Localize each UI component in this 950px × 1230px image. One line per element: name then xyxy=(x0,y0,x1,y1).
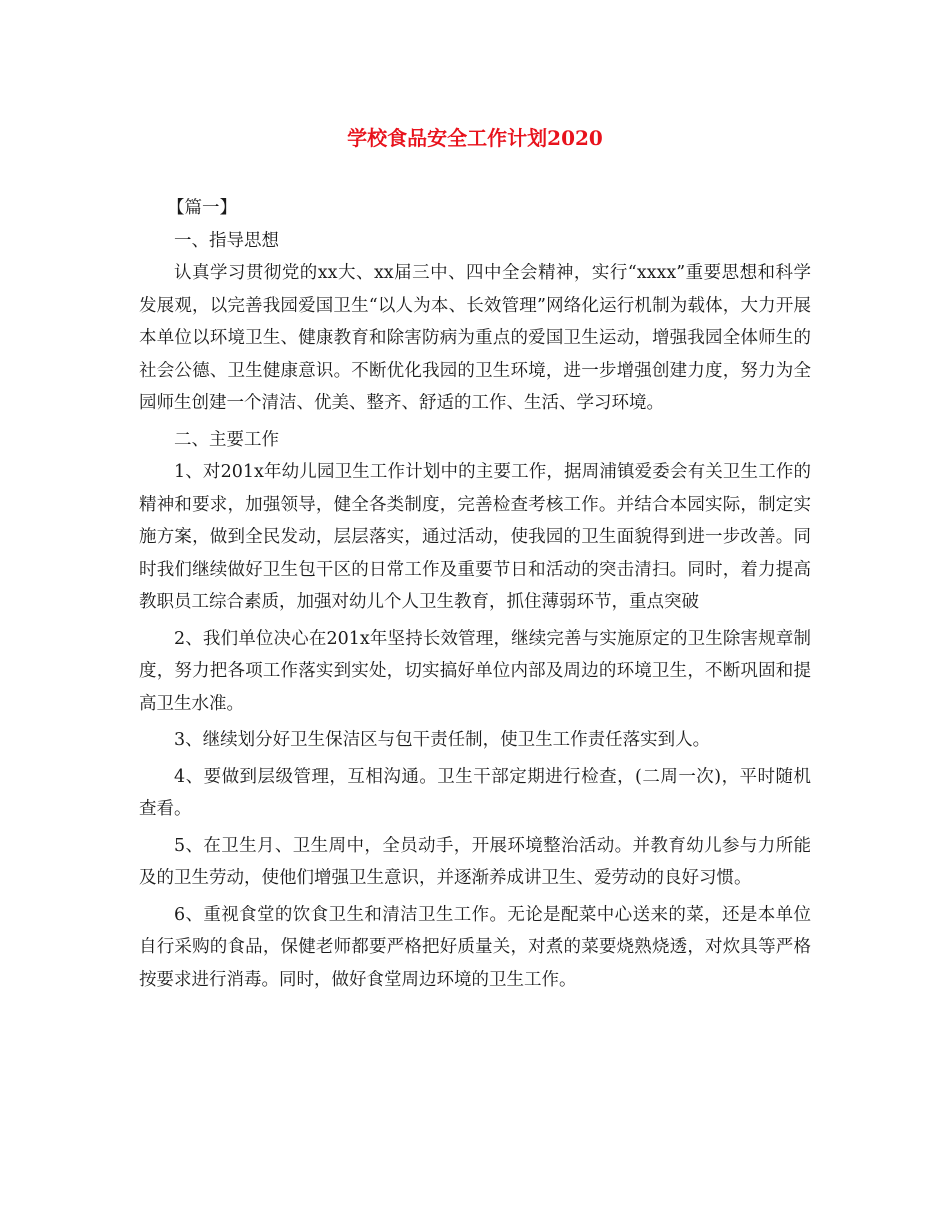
heading-guiding-ideology: 一、指导思想 xyxy=(174,230,279,251)
section-label: 【篇一】 xyxy=(167,198,237,218)
paragraph-item-6: 6、重视食堂的饮食卫生和清洁卫生工作。无论是配菜中心送来的菜，还是本单位自行采购的食品，保健老师都要严格把好质量关，对煮的菜要烧熟烧透，对炊具等严格按要求进行消毒。同时，做好食堂周边环境的卫生工作。 xyxy=(139,904,811,990)
document-body xyxy=(139,192,811,1000)
heading-main-work: 二、主要工作 xyxy=(174,429,279,450)
paragraph-guiding-ideology: 认真学习贯彻党的xx大、xx届三中、四中全会精神，实行“xxxx”重要思想和科学发展观，以完善我园爱国卫生“以人为本、长效管理”网络化运行机制为载体，大力开展本单位以环境卫生、健康教育和除害防病为重点的爱国卫生运动，增强我园全体师生的社会公德、卫生健康意识。不断优化我园的卫生环境，进一步增强创建力度，努力为全园师生创建一个清洁、优美、整齐、舒适的工作、生活、学习环境。 xyxy=(139,263,811,413)
paragraph-item-2: 2、我们单位决心在201x年坚持长效管理，继续完善与实施原定的卫生除害规章制度，努力把各项工作落实到实处，切实搞好单位内部及周边的环境卫生，不断巩固和提高卫生水准。 xyxy=(139,628,811,714)
paragraph-item-5: 5、在卫生月、卫生周中，全员动手，开展环境整治活动。并教育幼儿参与力所能及的卫生劳动，使他们增强卫生意识，并逐渐养成讲卫生、爱劳动的良好习惯。 xyxy=(139,835,811,888)
paragraph-item-3: 3、继续划分好卫生保洁区与包干责任制，使卫生工作责任落实到人。 xyxy=(174,730,711,750)
document-title: 学校食品安全工作计划2020 xyxy=(347,126,603,150)
paragraph-item-4: 4、要做到层级管理，互相沟通。卫生干部定期进行检查，(二周一次)，平时随机查看。 xyxy=(139,766,811,819)
paragraph-item-1: 1、对201x年幼儿园卫生工作计划中的主要工作，据周浦镇爱委会有关卫生工作的精神和要求，加强领导，健全各类制度，完善检查考核工作。并结合本园实际，制定实施方案，做到全民发动，层层落实，通过活动，使我园的卫生面貌得到进一步改善。同时我们继续做好卫生包干区的日常工作及重要节日和活动的突击清扫。同时，着力提高教职员工综合素质，加强对幼儿个人卫生教育，抓住薄弱环节，重点突破 xyxy=(139,462,811,612)
